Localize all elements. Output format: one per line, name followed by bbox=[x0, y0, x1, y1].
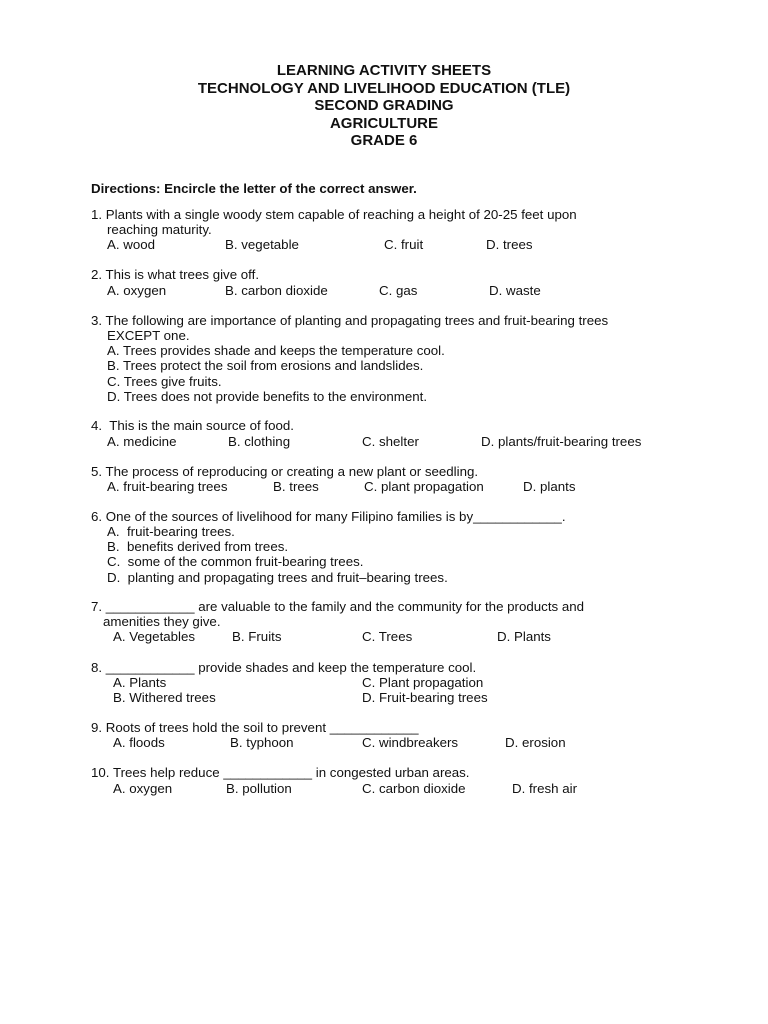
question-stem-cont: reaching maturity. bbox=[107, 222, 212, 237]
choice-c: C. Plant propagation bbox=[362, 675, 484, 690]
choice-b: B. typhoon bbox=[230, 735, 294, 750]
choice-a: A. oxygen bbox=[107, 283, 167, 298]
question-stem: 6. One of the sources of livelihood for many Filipino families is by____________. bbox=[91, 509, 566, 524]
choice-b: B. Trees protect the soil from erosions and landslides. bbox=[107, 358, 424, 373]
choice-d: D. Trees does not provide benefits to the environment. bbox=[107, 389, 428, 404]
choice-c: C. some of the common fruit-bearing trees. bbox=[107, 554, 364, 569]
question-stem: 4. This is the main source of food. bbox=[91, 418, 295, 433]
choice-d: D. fresh air bbox=[512, 781, 578, 796]
question-stem: 7. ____________ are valuable to the family and the community for the products and bbox=[91, 599, 585, 614]
directions: Directions: Encircle the letter of the correct answer. bbox=[91, 181, 417, 196]
choice-a: A. Vegetables bbox=[113, 629, 196, 644]
question-stem: 2. This is what trees give off. bbox=[91, 267, 260, 282]
choice-b: B. clothing bbox=[228, 434, 291, 449]
choice-c: C. gas bbox=[379, 283, 418, 298]
choice-c: C. fruit bbox=[384, 237, 424, 252]
choice-c: C. Trees give fruits. bbox=[107, 374, 222, 389]
question-stem: 3. The following are importance of planting and propagating trees and fruit-bearing trees bbox=[91, 313, 609, 328]
question-stem-cont: EXCEPT one. bbox=[107, 328, 190, 343]
choice-d: D. planting and propagating trees and fruit–bearing trees. bbox=[107, 570, 448, 585]
choice-a: A. floods bbox=[113, 735, 165, 750]
header-grading: SECOND GRADING bbox=[314, 97, 454, 114]
choice-c: C. plant propagation bbox=[364, 479, 484, 494]
choice-d: D. Plants bbox=[497, 629, 551, 644]
choice-b: B. trees bbox=[273, 479, 319, 494]
choice-c: C. windbreakers bbox=[362, 735, 459, 750]
choice-b: B. carbon dioxide bbox=[225, 283, 328, 298]
choice-a: A. oxygen bbox=[113, 781, 173, 796]
choice-a: A. fruit-bearing trees bbox=[107, 479, 228, 494]
choice-b: B. vegetable bbox=[225, 237, 299, 252]
choice-c: C. Trees bbox=[362, 629, 413, 644]
choice-b: B. benefits derived from trees. bbox=[107, 539, 289, 554]
choice-a: A. Plants bbox=[113, 675, 167, 690]
question-stem: 1. Plants with a single woody stem capable of reaching a height of 20-25 feet upon bbox=[91, 207, 577, 222]
choice-a: A. Trees provides shade and keeps the temperature cool. bbox=[107, 343, 445, 358]
choice-b: B. Withered trees bbox=[113, 690, 216, 705]
choice-a: A. fruit-bearing trees. bbox=[107, 524, 235, 539]
question-stem-cont: amenities they give. bbox=[103, 614, 221, 629]
question-stem: 10. Trees help reduce ____________ in congested urban areas. bbox=[91, 765, 470, 780]
choice-d: D. waste bbox=[489, 283, 541, 298]
choice-d: D. trees bbox=[486, 237, 533, 252]
choice-a: A. wood bbox=[107, 237, 156, 252]
choice-d: D. Fruit-bearing trees bbox=[362, 690, 488, 705]
header-grade: GRADE 6 bbox=[350, 132, 418, 149]
choice-d: D. plants/fruit-bearing trees bbox=[481, 434, 642, 449]
choice-d: D. plants bbox=[523, 479, 576, 494]
choice-c: C. carbon dioxide bbox=[362, 781, 466, 796]
question-stem: 5. The process of reproducing or creating a new plant or seedling. bbox=[91, 464, 479, 479]
header-title: LEARNING ACTIVITY SHEETS bbox=[276, 62, 492, 79]
header-subject: TECHNOLOGY AND LIVELIHOOD EDUCATION (TLE) bbox=[197, 80, 571, 97]
question-stem: 9. Roots of trees hold the soil to prevent ____________ bbox=[91, 720, 419, 735]
choice-c: C. shelter bbox=[362, 434, 419, 449]
choice-b: B. Fruits bbox=[232, 629, 282, 644]
question-stem: 8. ____________ provide shades and keep the temperature cool. bbox=[91, 660, 477, 675]
choice-d: D. erosion bbox=[505, 735, 566, 750]
choice-b: B. pollution bbox=[226, 781, 292, 796]
header-area: AGRICULTURE bbox=[329, 115, 439, 132]
choice-a: A. medicine bbox=[107, 434, 177, 449]
